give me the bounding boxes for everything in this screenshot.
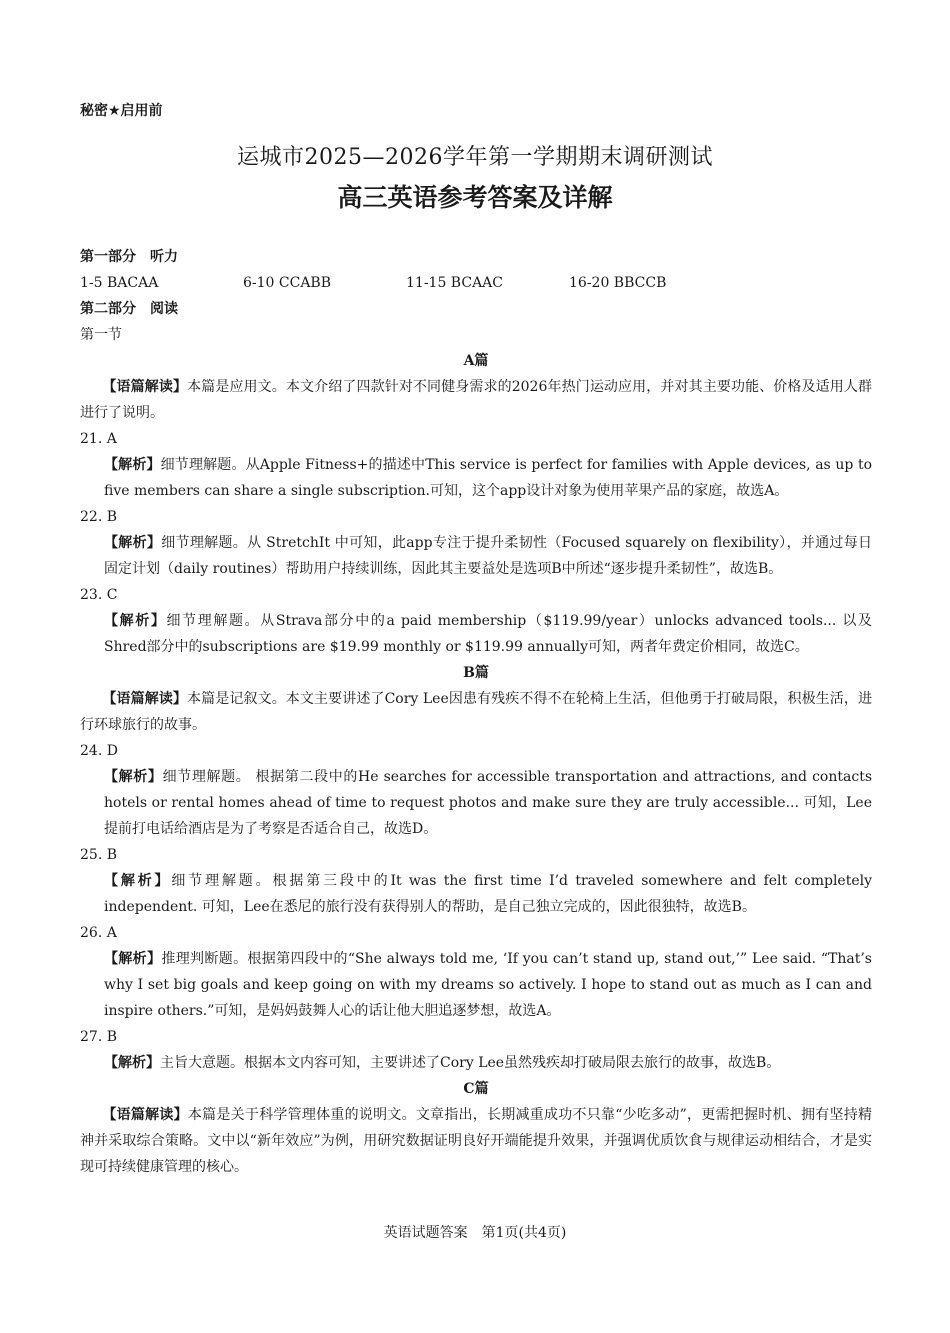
explain-tag: 【解析】 <box>104 535 162 551</box>
passage-a-intro <box>80 374 872 426</box>
part1-heading: 第一部分 听力 <box>80 249 178 265</box>
question-explanation <box>80 608 872 660</box>
question-number: 26. A <box>80 925 117 941</box>
explain-text: 细节理解题。根据第三段中的It was the first time I’d traveled somewhere and felt completely independent. 可知，Lee在悉尼的旅行没有获得别人的帮助，是自己独立完成的，因此很独特，故选B。 <box>104 873 873 915</box>
explain-text: 推理判断题。根据第四段中的“She always told me, ‘If you can’t stand up, stand out,’” Lee said. “That’s why I set big goals and keep going on with my dreams so actively. I hope to stand out as much as I can and inspire others.”可知，是妈妈鼓舞人心的话让他大胆追逐梦想，故选A。 <box>104 951 872 1019</box>
intro-tag: 【语篇解读】 <box>102 379 188 395</box>
intro-text: 本篇是记叙文。本文主要讲述了Cory Lee因患有残疾不得不在轮椅上生活，但他勇于打破局限，积极生活，进行环球旅行的故事。 <box>80 691 872 733</box>
explain-text: 细节理解题。从 StretchIt 中可知，此app专注于提升柔韧性（Focused squarely on flexibility），并通过每日固定计划（daily routines）帮助用户持续训练，因此其主要益处是选项B中所述“逐步提升柔韧性”，故选B。 <box>104 535 873 577</box>
document-subtitle: 高三英语参考答案及详解 <box>337 183 613 212</box>
question-explanation <box>80 764 872 842</box>
question-explanation <box>80 530 872 582</box>
part2-heading: 第二部分 阅读 <box>80 301 178 317</box>
question-number: 24. D <box>80 743 118 759</box>
explain-text: 主旨大意题。根据本文内容可知，主要讲述了Cory Lee虽然残疾却打破局限去旅行的故事，故选B。 <box>160 1055 781 1071</box>
question-number: 23. C <box>80 587 118 603</box>
question-explanation <box>80 452 872 504</box>
explain-tag: 【解析】 <box>104 769 163 785</box>
intro-text: 本篇是关于科学管理体重的说明文。文章指出，长期减重成功不只靠“少吃多动”，更需把握时机、拥有坚持精神并采取综合策略。文中以“新年效应”为例，用研究数据证明良好开端能提升效果，并强调优质饮食与规律运动相结合，才是实现可持续健康管理的核心。 <box>80 1107 873 1175</box>
question-number: 21. A <box>80 431 117 447</box>
intro-tag: 【语篇解读】 <box>102 691 188 707</box>
intro-text: 本篇是应用文。本文介绍了四款针对不同健身需求的2026年热门运动应用，并对其主要功能、价格及适用人群进行了说明。 <box>80 379 872 421</box>
passage-c-intro <box>80 1102 872 1180</box>
passage-a-label: A篇 <box>463 353 489 369</box>
explain-tag: 【解析】 <box>104 457 161 473</box>
explain-tag: 【解析】 <box>104 1055 160 1071</box>
explain-text: 细节理解题。从Apple Fitness+的描述中This service is perfect for families with Apple devices, as up to five members can share a single subscription.可知，这个app设计对象为使用苹果产品的家庭，故选A。 <box>104 457 872 499</box>
explain-text: 细节理解题。从Strava部分中的a paid membership（$119.99/year）unlocks advanced tools... 以及Shred部分中的subscriptions are $19.99 monthly or $119.99 annually可知，两者年费定价相同，故选C。 <box>104 613 873 655</box>
explain-tag: 【解析】 <box>104 613 167 629</box>
question-explanation <box>80 1050 872 1076</box>
question-number: 22. B <box>80 509 118 525</box>
passage-b-intro <box>80 686 872 738</box>
answer-group: 11-15 BCAAC <box>406 275 504 291</box>
explain-text: 细节理解题。 根据第二段中的He searches for accessible transportation and attractions, and contacts hotels or rental homes ahead of time to request photos and make sure they are truly accessible... 可知，Lee提前打电话给酒店是为了考察是否适合自己，故选D。 <box>104 769 872 837</box>
question-explanation <box>80 946 872 1024</box>
answer-group: 16-20 BBCCB <box>569 275 667 291</box>
explain-tag: 【解析】 <box>104 873 172 889</box>
answer-group: 1-5 BACAA <box>80 275 159 291</box>
question-number: 25. B <box>80 847 118 863</box>
intro-tag: 【语篇解读】 <box>102 1107 188 1123</box>
exam-title: 运城市2025—2026学年第一学期期末调研测试 <box>237 145 713 170</box>
question-explanation <box>80 868 872 920</box>
passage-b-label: B篇 <box>463 665 489 681</box>
page-footer: 英语试题答案 第1页(共4页) <box>383 1225 567 1241</box>
main-content <box>80 244 872 1180</box>
confidential-label: 秘密★启用前 <box>80 103 163 119</box>
section-label: 第一节 <box>80 327 122 343</box>
explain-tag: 【解析】 <box>104 951 162 967</box>
answer-group: 6-10 CCABB <box>243 275 332 291</box>
question-number: 27. B <box>80 1029 118 1045</box>
passage-c-label: C篇 <box>463 1081 489 1097</box>
listening-answers <box>80 270 872 296</box>
